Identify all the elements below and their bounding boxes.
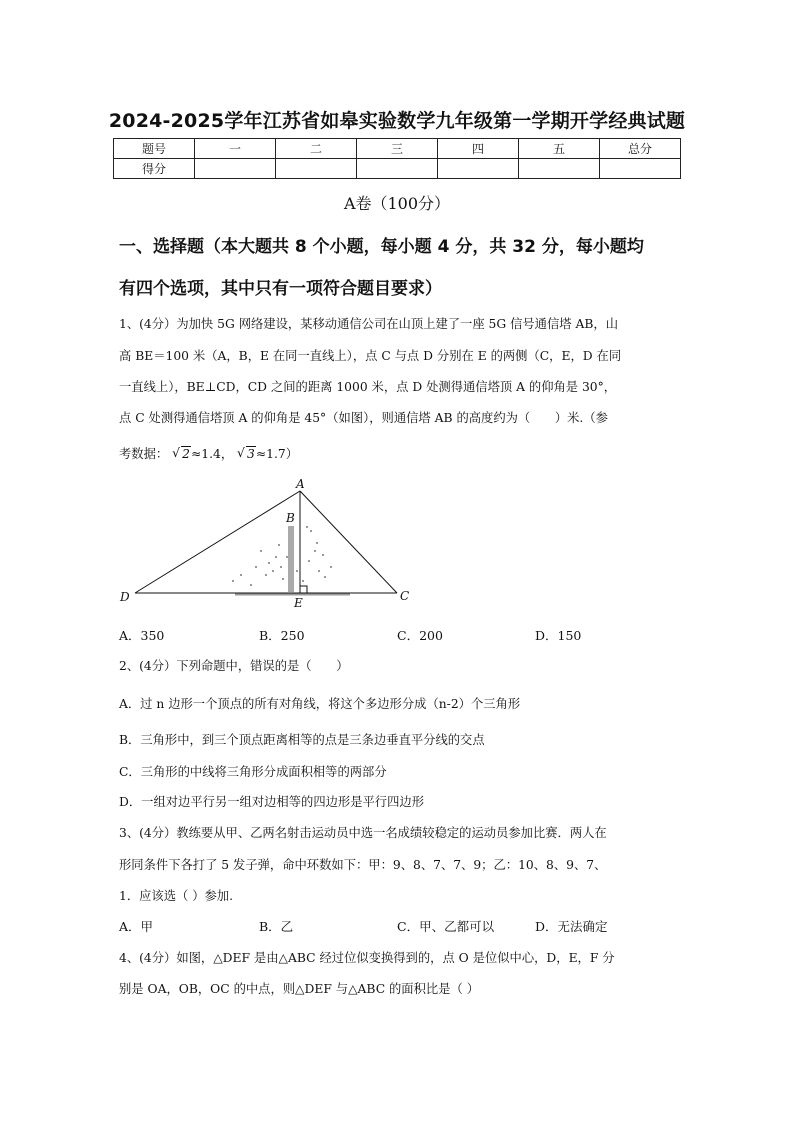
volume-heading: A卷（100分） [343, 194, 451, 213]
q1-reference-line [119, 444, 694, 462]
sqrt-2-value: 2 [182, 447, 190, 461]
score-blank-cell[interactable] [438, 159, 519, 179]
figure-noise [232, 526, 332, 586]
q1-option-c[interactable]: C．200 [397, 628, 443, 643]
score-blank-cell[interactable] [519, 159, 600, 179]
q1-option-b[interactable]: B．250 [259, 628, 305, 643]
score-table-score-row [114, 159, 681, 179]
label-E: E [294, 596, 303, 610]
score-blank-cell[interactable] [357, 159, 438, 179]
q2-option-b[interactable]: B．三角形中，到三个顶点距离相等的点是三条边垂直平分线的交点 [119, 733, 485, 747]
score-cell: 五 [519, 139, 600, 159]
label-A: A [296, 477, 305, 491]
score-blank-cell[interactable] [195, 159, 276, 179]
q2-option-d[interactable]: D．一组对边平行另一组对边相等的四边形是平行四边形 [119, 795, 424, 809]
q1-line: 点 C 处测得通信塔顶 A 的仰角是 45°（如图），则通信塔 AB 的高度约为（ ）米.（参 [119, 411, 608, 425]
q4-line: 别是 OA，OB，OC 的中点，则△DEF 与△ABC 的面积比是（ ） [119, 982, 479, 996]
approx-2: ≈1.4， [190, 447, 234, 461]
q3-option-a[interactable]: A．甲 [119, 919, 154, 934]
q3-line: 形同条件下各打了 5 发子弹，命中环数如下：甲：9、8、7、7、9；乙：10、8、9、7、 [119, 858, 607, 872]
q1-ref-prefix: 考数据： [119, 447, 169, 461]
q1-line: 一直线上），BE⊥CD，CD 之间的距离 1000 米，点 D 处测得通信塔顶 A 的仰角是 30°， [119, 380, 617, 394]
approx-3: ≈1.7 [255, 447, 286, 461]
section-heading-line2: 有四个选项，其中只有一项符合题目要求） [119, 279, 442, 299]
label-D: D [120, 590, 130, 604]
score-table [113, 138, 681, 179]
figure-mountain-shade [288, 526, 294, 592]
q2-option-c[interactable]: C．三角形的中线将三角形分成面积相等的两部分 [119, 765, 387, 779]
score-cell: 题号 [114, 139, 195, 159]
score-cell: 一 [195, 139, 276, 159]
q2-stem: 2、(4分）下列命题中，错误的是（ ） [119, 659, 349, 673]
q3-line: 3、(4分）教练要从甲、乙两名射击运动员中选一名成绩较稳定的运动员参加比赛．两人在 [119, 826, 607, 840]
q1-line: 1、(4分）为加快 5G 网络建设，某移动通信公司在山顶上建了一座 5G 信号通信塔 AB，山 [119, 317, 618, 331]
sqrt-2: √ 2 [172, 446, 190, 461]
q3-option-d[interactable]: D．无法确定 [535, 919, 608, 934]
q3-option-b[interactable]: B．乙 [259, 919, 294, 934]
q3-line: 1．应该选（ ）参加. [119, 889, 234, 903]
score-blank-cell[interactable] [276, 159, 357, 179]
segment-AC [300, 491, 397, 593]
score-cell: 三 [357, 139, 438, 159]
score-cell: 总分 [600, 139, 681, 159]
label-B: B [286, 511, 295, 525]
score-row-label: 得分 [114, 159, 195, 179]
label-C: C [400, 589, 410, 603]
q3-option-c[interactable]: C．甲、乙都可以 [397, 919, 495, 934]
score-table-header-row [114, 139, 681, 159]
score-cell: 四 [438, 139, 519, 159]
section-heading-line1: 一、选择题（本大题共 8 个小题，每小题 4 分，共 32 分，每小题均 [119, 237, 644, 257]
exam-title: 2024-2025学年江苏省如皋实验数学九年级第一学期开学经典试题 [108, 110, 686, 132]
q1-line: 高 BE＝100 米（A，B，E 在同一直线上），点 C 与点 D 分别在 E 的两侧（C，E，D 在同 [119, 349, 622, 363]
q1-triangle-figure [110, 470, 420, 615]
right-angle-mark [300, 586, 307, 593]
q1-ref-suffix: ） [285, 447, 299, 461]
sqrt-3: √ 3 [237, 446, 255, 461]
sqrt-3-value: 3 [247, 447, 255, 461]
score-cell: 二 [276, 139, 357, 159]
score-blank-cell[interactable] [600, 159, 681, 179]
q1-option-a[interactable]: A．350 [119, 628, 165, 643]
q2-option-a[interactable]: A．过 n 边形一个顶点的所有对角线，将这个多边形分成（n-2）个三角形 [119, 697, 521, 711]
q4-line: 4、(4分）如图，△DEF 是由△ABC 经过位似变换得到的，点 O 是位似中心，D，E，F 分 [119, 951, 615, 965]
q1-option-d[interactable]: D．150 [535, 628, 582, 643]
segment-DA [135, 491, 300, 593]
